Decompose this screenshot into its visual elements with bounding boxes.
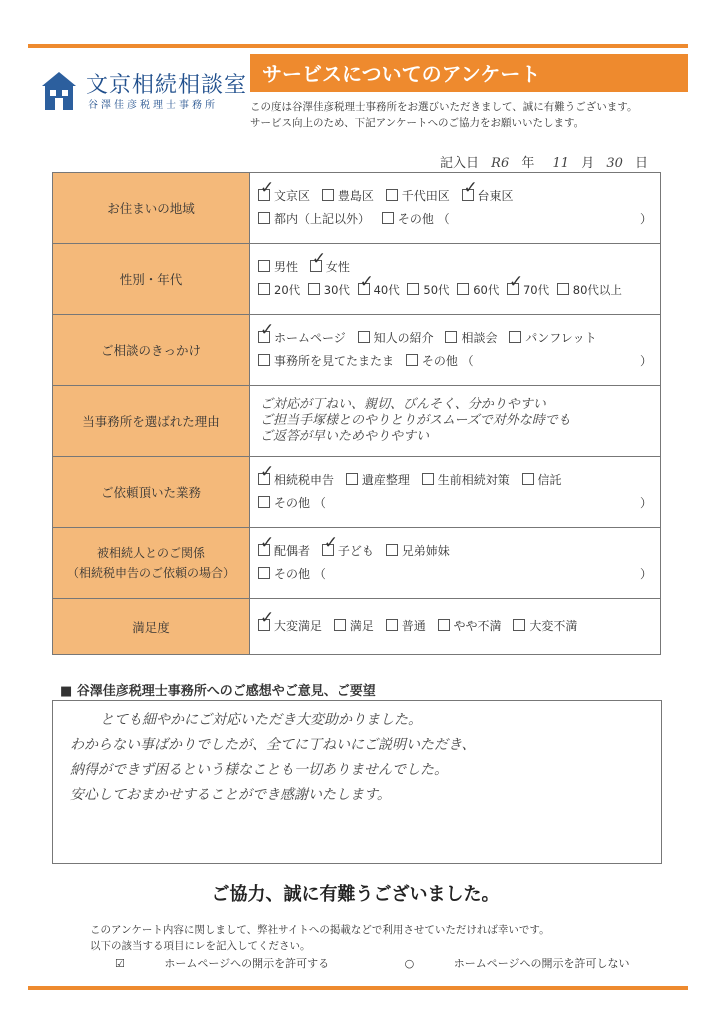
options-gender-age <box>250 244 661 315</box>
footer-line-1: このアンケート内容に関しまして、弊社サイトへの掲載などで利用させていただければ幸いです。 <box>90 924 550 936</box>
date-day: 30 <box>606 156 623 171</box>
checkbox-pre-planning[interactable] <box>422 473 434 485</box>
checkbox-child[interactable] <box>322 544 334 556</box>
checkbox-walk-by[interactable] <box>258 354 270 366</box>
intro-line-2: サービス向上のため、下記アンケートへのご協力をお願いいたします。 <box>250 117 585 129</box>
label-satisfaction: 満足度 <box>53 599 250 655</box>
option-40s: 40代 <box>373 283 400 297</box>
label-relation-1: 被相続人とのご関係 <box>96 546 205 560</box>
reason-line-2: ご担当手塚様とのやりとりがスムーズで对外な時でも <box>260 413 571 428</box>
option-sibling: 兄弟姉妹 <box>401 544 450 558</box>
option-taito: 台東区 <box>477 189 514 203</box>
option-60s: 60代 <box>473 283 500 297</box>
checkbox-chiyoda[interactable] <box>386 189 398 201</box>
option-inheritance-tax: 相続税申告 <box>274 473 335 487</box>
option-30s: 30代 <box>323 283 350 297</box>
month-unit: 月 <box>581 156 595 171</box>
checkbox-50s[interactable] <box>407 283 419 295</box>
footer-line-2: 以下の該当する項目にレを記入してください。 <box>90 940 311 952</box>
comment-line-1: とても細やかにご対応いただき大変助かりました。 <box>100 712 422 728</box>
top-rule <box>28 44 688 48</box>
checkbox-referral[interactable] <box>358 331 370 343</box>
brand-subname: 谷澤佳彦税理士事務所 <box>88 100 218 111</box>
option-toshima: 豊島区 <box>337 189 374 203</box>
date-era: R6 <box>491 156 510 171</box>
option-bunkyo: 文京区 <box>274 189 311 203</box>
close-paren: ） <box>639 212 652 226</box>
row-relation <box>53 528 661 599</box>
consent-allow[interactable] <box>115 957 365 970</box>
checkbox-20s[interactable] <box>258 283 270 295</box>
consent-allow-label: ホームページへの開示を許可する <box>164 957 330 970</box>
checkbox-male[interactable] <box>258 260 270 272</box>
year-unit: 年 <box>521 156 535 171</box>
option-trigger-other: その他 （ <box>421 354 474 368</box>
label-service: ご依頼頂いた業務 <box>53 457 250 528</box>
intro-text <box>250 99 637 131</box>
reason-line-1: ご対応が丁ねい、親切、びんそく、分かりやすい <box>260 397 546 412</box>
survey-table <box>52 172 661 655</box>
close-paren: ） <box>639 567 652 581</box>
checkbox-spouse[interactable] <box>258 544 270 556</box>
checkbox-service-other[interactable] <box>258 496 270 508</box>
options-relation <box>250 528 661 599</box>
comments-handwritten <box>70 708 650 808</box>
label-area: お住まいの地域 <box>53 173 250 244</box>
option-chiyoda: 千代田区 <box>401 189 450 203</box>
reason-handwritten[interactable] <box>250 386 661 457</box>
option-relation-other: その他 （ <box>274 567 326 581</box>
option-20s: 20代 <box>274 283 301 297</box>
options-area <box>250 173 661 244</box>
date-row <box>440 152 648 171</box>
thanks-message: ご協力、誠に有難うございました。 <box>211 884 500 905</box>
option-50s: 50代 <box>423 283 450 297</box>
comment-line-2: わからない事ばかりでしたが、全てに丁ねいにご説明いただき、 <box>70 737 476 753</box>
option-seminar: 相談会 <box>461 331 498 345</box>
row-area <box>53 173 661 244</box>
checkbox-relation-other[interactable] <box>258 567 270 579</box>
option-very-satisfied: 大変満足 <box>274 619 323 633</box>
label-gender-age: 性別・年代 <box>53 244 250 315</box>
checkbox-80s[interactable] <box>557 283 569 295</box>
option-very-dissatisfied: 大変不満 <box>529 619 578 633</box>
checkbox-sibling[interactable] <box>386 544 398 556</box>
checkbox-female[interactable] <box>310 260 322 272</box>
checkbox-tokyo-other[interactable] <box>258 212 270 224</box>
checkbox-homepage[interactable] <box>258 331 270 343</box>
option-trust: 信託 <box>537 473 562 487</box>
checkbox-toshima[interactable] <box>322 189 334 201</box>
checkbox-area-other[interactable] <box>382 212 394 224</box>
option-80s: 80代以上 <box>572 283 622 297</box>
checkbox-very-dissatisfied[interactable] <box>513 619 525 631</box>
option-spouse: 配偶者 <box>274 544 311 558</box>
checkbox-40s[interactable] <box>358 283 370 295</box>
checkbox-trigger-other[interactable] <box>406 354 418 366</box>
option-tokyo-other: 都内（上記以外） <box>274 212 371 226</box>
option-area-other: その他 （ <box>397 212 450 226</box>
label-trigger: ご相談のきっかけ <box>53 315 250 386</box>
date-month: 11 <box>552 156 570 171</box>
house-logo-icon <box>40 70 78 112</box>
checkbox-slightly-dissatisfied[interactable] <box>438 619 450 631</box>
footer-text <box>90 922 550 954</box>
checkbox-estate[interactable] <box>346 473 358 485</box>
option-child: 子ども <box>337 544 374 558</box>
consent-deny-label: ホームページへの開示を許可しない <box>453 957 630 970</box>
option-homepage: ホームページ <box>274 331 346 345</box>
bottom-rule <box>28 986 688 990</box>
comment-line-4: 安心しておまかせすることができ感謝いたします。 <box>70 787 391 803</box>
option-male: 男性 <box>274 260 299 274</box>
checkbox-satisfied[interactable] <box>334 619 346 631</box>
row-reason <box>53 386 661 457</box>
date-label: 記入日 <box>440 156 480 171</box>
label-reason: 当事務所を選ばれた理由 <box>53 386 250 457</box>
page-title: サービスについてのアンケート <box>262 62 541 86</box>
checkbox-seminar[interactable] <box>445 331 457 343</box>
comments-heading: ■ 谷澤佳彦税理士事務所へのご感想やご意見、ご要望 <box>60 684 376 699</box>
option-pre-planning: 生前相続対策 <box>437 473 510 487</box>
label-relation-2: （相続税申告のご依頼の場合） <box>66 566 235 580</box>
checkbox-bunkyo[interactable] <box>258 189 270 201</box>
row-trigger <box>53 315 661 386</box>
checkbox-60s[interactable] <box>457 283 469 295</box>
label-relation <box>53 528 250 599</box>
consent-deny[interactable] <box>405 957 666 970</box>
checkbox-inheritance-tax[interactable] <box>258 473 270 485</box>
checkbox-pamphlet[interactable] <box>509 331 521 343</box>
option-service-other: その他 （ <box>274 496 326 510</box>
checkbox-trust[interactable] <box>522 473 534 485</box>
consent-options <box>115 955 702 971</box>
row-gender-age <box>53 244 661 315</box>
checkbox-30s[interactable] <box>308 283 320 295</box>
brand-name: 文京相続相談室 <box>86 73 248 98</box>
option-neutral: 普通 <box>401 619 426 633</box>
option-referral: 知人の紹介 <box>373 331 434 345</box>
option-satisfied: 満足 <box>349 619 374 633</box>
comment-line-3: 納得ができず困るという様なことも一切ありませんでした。 <box>70 762 448 778</box>
checkbox-taito[interactable] <box>462 189 474 201</box>
circle-icon: ○ <box>404 957 415 970</box>
option-female: 女性 <box>325 260 350 274</box>
option-estate: 遺産整理 <box>361 473 410 487</box>
close-paren: ） <box>639 354 652 368</box>
check-icon: ☑ <box>115 957 125 970</box>
options-service <box>250 457 661 528</box>
checkbox-neutral[interactable] <box>386 619 398 631</box>
reason-line-3: ご返答が早いためやりやすい <box>260 429 430 444</box>
row-satisfaction <box>53 599 661 655</box>
intro-line-1: この度は谷澤佳彦税理士事務所をお選びいただきまして、誠に有難うございます。 <box>250 101 638 113</box>
options-satisfaction <box>250 599 661 655</box>
option-slightly-dissatisfied: やや不満 <box>453 619 502 633</box>
option-walk-by: 事務所を見てたまたま <box>274 354 395 368</box>
day-unit: 日 <box>635 156 649 171</box>
row-service <box>53 457 661 528</box>
checkbox-very-satisfied[interactable] <box>258 619 270 631</box>
checkbox-70s[interactable] <box>507 283 519 295</box>
option-70s: 70代 <box>522 283 550 297</box>
options-trigger <box>250 315 661 386</box>
option-pamphlet: パンフレット <box>525 331 597 345</box>
close-paren: ） <box>639 496 652 510</box>
